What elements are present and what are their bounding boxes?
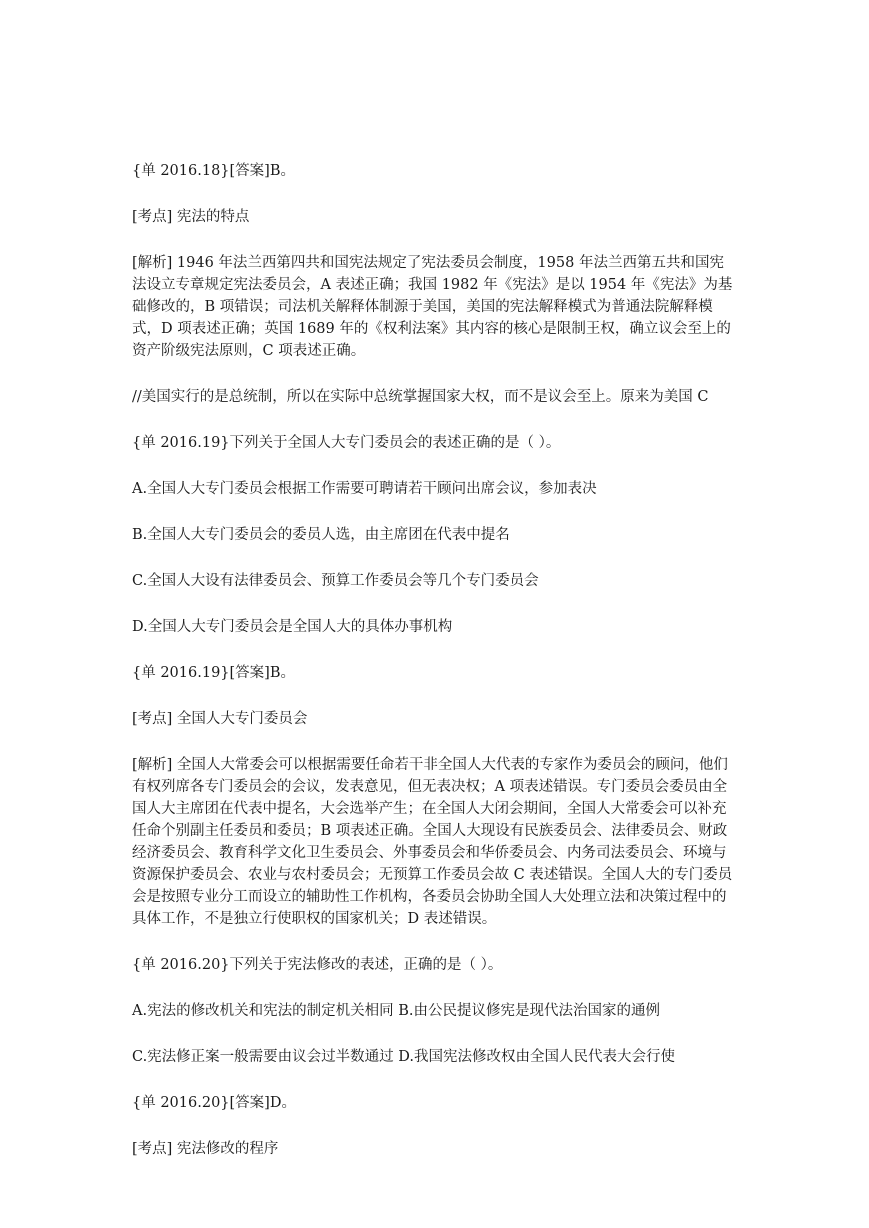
analysis-2016-19: [解析] 全国人大常委会可以根据需要任命若干非全国人大代表的专家作为委员会的顾问，他们有权列席各专门委员会的会议，发表意见，但无表决权；A 项表述错误。专门委员会委员由全国人大主席团在代表中提名，大会选举产生；在全国人大闭会期间，全国人大常委会可以补充任命个别副主任委员和委员；B 项表述正确。全国人大现设有民族委员会、法律委员会、财政经济委员会、教育科学文化卫生委员会、外事委员会和华侨委员会、内务司法委员会、环境与资源保护委员会、农业与农村委员会；无预算工作委员会故 C 表述错误。全国人大的专门委员会是按照专业分工而设立的辅助性工作机构，各委员会协助全国人大处理立法和决策过程中的具体工作，不是独立行使职权的国家机关；D 表述错误。 [132, 757, 733, 927]
topic-2016-19: [考点] 全国人大专门委员会 [132, 711, 308, 727]
option-b-2016-19: B.全国人大专门委员会的委员人选，由主席团在代表中提名 [132, 527, 510, 543]
question-2016-19: {单 2016.19}下列关于全国人大专门委员会的表述正确的是（ ）。 [132, 435, 561, 451]
option-c-2016-19: C.全国人大设有法律委员会、预算工作委员会等几个专门委员会 [132, 573, 539, 589]
question-2016-20: {单 2016.20}下列关于宪法修改的表述，正确的是（ ）。 [132, 957, 503, 973]
answer-2016-18: {单 2016.18}[答案]B。 [132, 163, 295, 179]
note-2016-18: //美国实行的是总统制，所以在实际中总统掌握国家大权，而不是议会至上。原来为美国 C [132, 389, 709, 405]
options-ab-2016-20: A.宪法的修改机关和宪法的制定机关相同 B.由公民提议修宪是现代法治国家的通例 [132, 1003, 660, 1019]
options-cd-2016-20: C.宪法修正案一般需要由议会过半数通过 D.我国宪法修改权由全国人民代表大会行使 [132, 1049, 676, 1065]
option-d-2016-19: D.全国人大专门委员会是全国人大的具体办事机构 [132, 619, 453, 635]
topic-2016-20: [考点] 宪法修改的程序 [132, 1141, 279, 1157]
analysis-2016-18: [解析] 1946 年法兰西第四共和国宪法规定了宪法委员会制度，1958 年法兰西第五共和国宪法设立专章规定宪法委员会，A 表述正确；我国 1982 年《宪法》是以 1954 年《宪法》为基础修改的，B 项错误；司法机关解释体制源于美国，美国的宪法解释模式为普通法院解释模式，D 项表述正确；英国 1689 年的《权利法案》其内容的核心是限制王权，确立议会至上的资产阶级宪法原则，C 项表述正确。 [132, 255, 733, 359]
document-page [132, 160, 738, 1160]
answer-2016-20: {单 2016.20}[答案]D。 [132, 1095, 296, 1111]
topic-2016-18: [考点] 宪法的特点 [132, 209, 250, 225]
option-a-2016-19: A.全国人大专门委员会根据工作需要可聘请若干顾问出席会议，参加表决 [132, 481, 597, 497]
answer-2016-19: {单 2016.19}[答案]B。 [132, 665, 295, 681]
